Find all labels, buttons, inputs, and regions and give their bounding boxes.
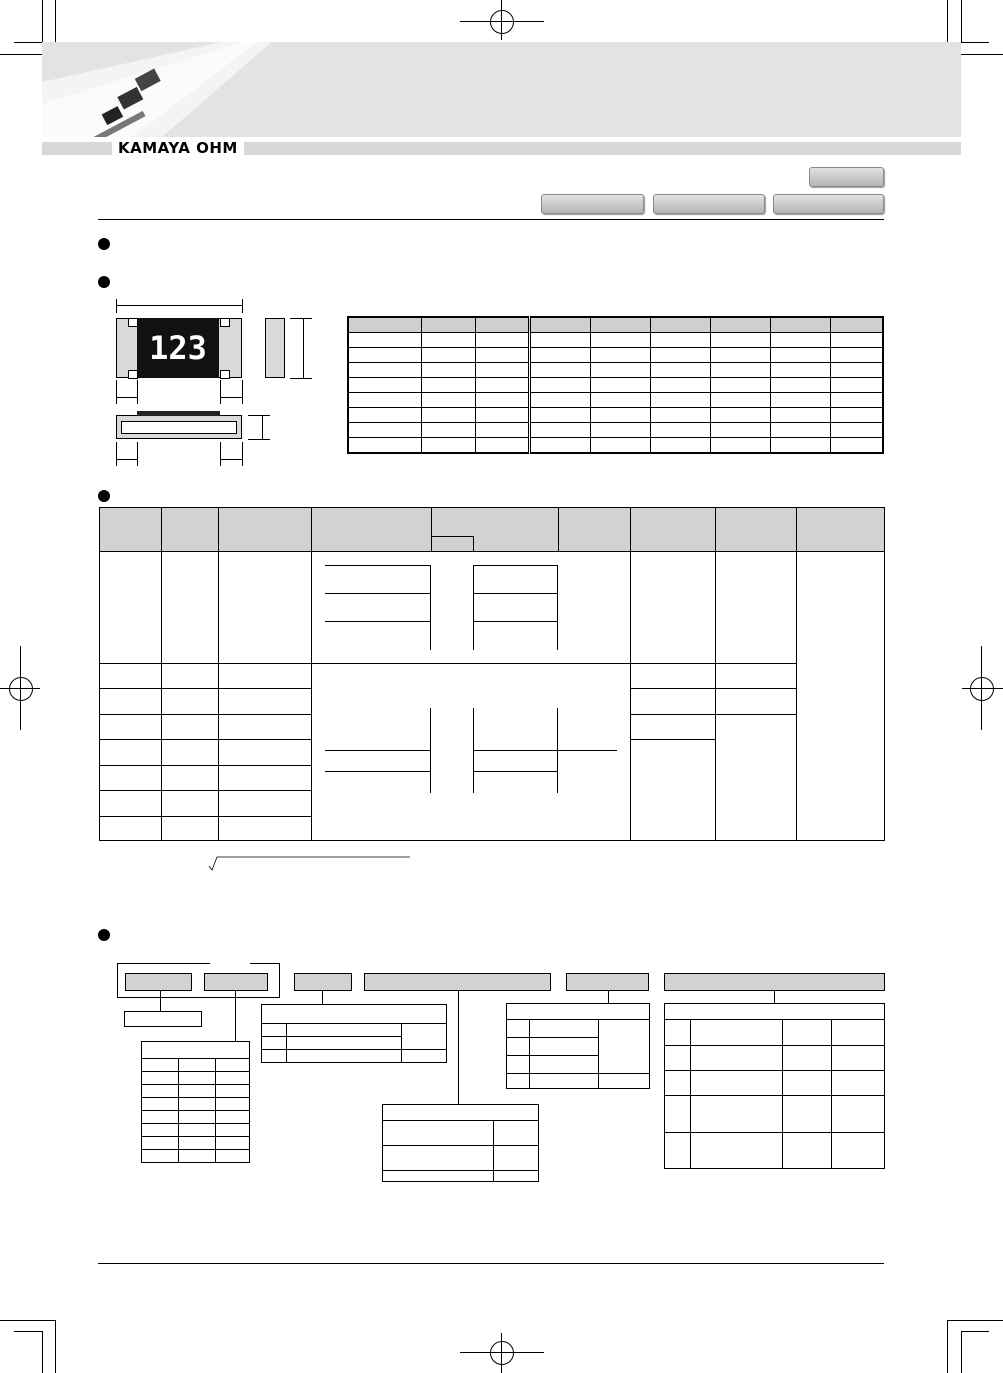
table-row bbox=[348, 408, 883, 423]
nav-button-1[interactable] bbox=[541, 194, 644, 214]
tolerance-code-table bbox=[506, 1003, 650, 1089]
table-row bbox=[348, 348, 883, 363]
series-label-box bbox=[124, 1011, 202, 1027]
title-rule bbox=[98, 219, 884, 220]
square-root-icon bbox=[207, 856, 412, 872]
brand-logo: KAMAYA OHM bbox=[112, 139, 244, 158]
table-header-row bbox=[348, 317, 883, 333]
chip-side-view bbox=[265, 318, 285, 378]
table-row bbox=[348, 378, 883, 393]
chip-product-photo bbox=[42, 42, 272, 137]
packaging-code-table bbox=[664, 1003, 885, 1169]
resistance-code-table bbox=[382, 1104, 539, 1182]
chip-marking: 123 bbox=[137, 318, 219, 378]
nav-button-3[interactable] bbox=[773, 194, 884, 214]
footer-rule bbox=[98, 1263, 884, 1264]
pn-series-box bbox=[125, 973, 192, 991]
section-bullet-part-numbering bbox=[98, 929, 110, 941]
section-bullet-dimensions bbox=[98, 276, 110, 288]
table-row bbox=[348, 333, 883, 348]
pn-packaging-box bbox=[664, 973, 885, 991]
nav-button-2[interactable] bbox=[653, 194, 765, 214]
header-banner bbox=[42, 42, 961, 137]
category-button[interactable] bbox=[809, 167, 884, 187]
section-bullet-features bbox=[98, 238, 110, 250]
pn-tolerance-box bbox=[566, 973, 649, 991]
pn-tcr-box bbox=[294, 973, 352, 991]
table-row bbox=[348, 363, 883, 378]
tcr-code-table bbox=[261, 1004, 447, 1063]
pn-resistance-box bbox=[364, 973, 551, 991]
pn-size-box bbox=[204, 973, 268, 991]
section-bullet-ratings bbox=[98, 490, 110, 502]
size-code-table bbox=[141, 1041, 250, 1163]
dimensions-table bbox=[347, 316, 884, 454]
table-row bbox=[348, 423, 883, 438]
table-row bbox=[348, 438, 883, 454]
table-row bbox=[348, 393, 883, 408]
